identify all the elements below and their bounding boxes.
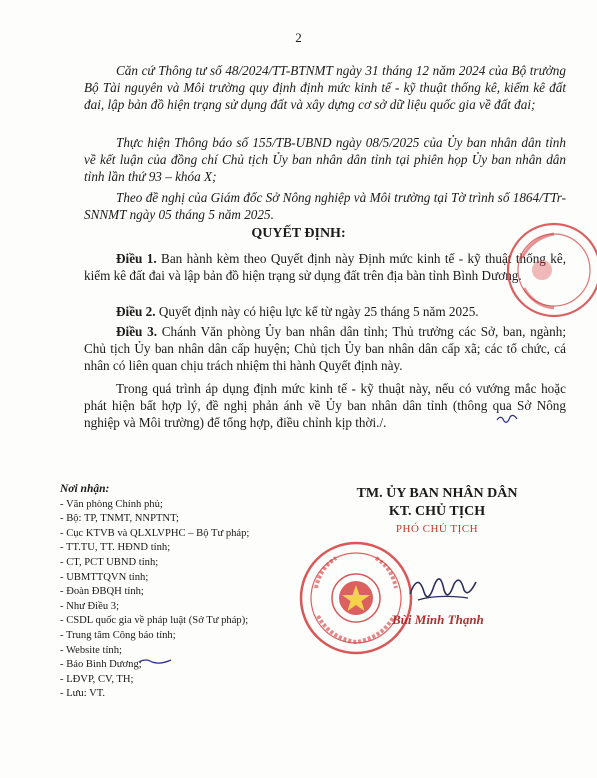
signing-organization: TM. ỦY BAN NHÂN DÂN — [356, 486, 518, 501]
seal-partial-icon — [502, 218, 597, 328]
preamble-circular: Căn cứ Thông tư số 48/2024/TT-BTNMT ngày 31 tháng 12 năm 2024 của Bộ trưởng Bộ Tài nguyên và Môi trường quy định định mức kinh tế - kỹ thuật thống kê, kiểm kê đất đai, lập bản đồ hiện trạng sử dụng đất và xây dựng cơ sở dữ liệu quốc gia về đất đai; — [84, 63, 566, 112]
initials-mark-icon — [138, 656, 172, 666]
preamble-notice: Thực hiện Thông báo số 155/TB-UBND ngày 08/5/2025 của Ủy ban nhân dân tỉnh về kết luận của đồng chí Chủ tịch Ủy ban nhân dân tỉnh tại phiên họp Ủy ban nhân dân tỉnh lần thứ 93 – khóa X; — [84, 135, 566, 184]
recipient-item: - Trung tâm Công báo tỉnh; — [60, 629, 340, 644]
article-2-text: Quyết định này có hiệu lực kể từ ngày 25 tháng 5 năm 2025. — [155, 304, 479, 319]
recipient-item: - Website tỉnh; — [60, 644, 340, 659]
signing-title: KT. CHỦ TỊCH — [388, 504, 486, 519]
preamble-proposal: Theo đề nghị của Giám đốc Sở Nông nghiệp và Môi trường tại Tờ trình số 1864/TTr-SNNMT ngày 05 tháng 5 năm 2025. — [84, 190, 566, 222]
article-3-label: Điều 3. — [116, 324, 157, 339]
article-1-label: Điều 1. — [116, 251, 157, 266]
article-3 — [84, 323, 566, 374]
recipient-item: - CSDL quốc gia về pháp luật (Sở Tư pháp); — [60, 614, 340, 629]
official-seal-icon — [296, 538, 416, 658]
recipient-item: - TT.TU, TT. HĐND tỉnh; — [60, 541, 340, 556]
recipient-item: - UBMTTQVN tỉnh; — [60, 571, 340, 586]
recipient-item: - LĐVP, CV, TH; — [60, 673, 340, 688]
recipient-item: - Như Điều 3; — [60, 600, 340, 615]
signature-block — [332, 486, 542, 535]
article-2-label: Điều 2. — [116, 304, 156, 319]
closing-paragraph: Trong quá trình áp dụng định mức kinh tế - kỹ thuật này, nếu có vướng mắc hoặc phát hiện bất hợp lý, đề nghị phản ánh về Ủy ban nhân dân tỉnh (thông qua Sở Nông nghiệp và Môi trường) để tổng hợp, điều chỉnh kịp thời./. — [84, 381, 566, 430]
recipient-item: - Cục KTVB và QLXLVPHC – Bộ Tư pháp; — [60, 527, 340, 542]
recipient-item: - Lưu: VT. — [60, 687, 340, 702]
article-1-text: Ban hành kèm theo Quyết định này Định mức kinh tế - kỹ thuật thống kê, kiểm kê đất đai và lập bản đồ hiện trạng sử dụng đất trên địa bàn tỉnh Bình Dương. — [84, 251, 567, 283]
article-2 — [84, 303, 566, 320]
article-3-text: Chánh Văn phòng Ủy ban nhân dân tỉnh; Thủ trưởng các Sở, ban, ngành; Chủ tịch Ủy ban nhân dân cấp huyện; Chủ tịch Ủy ban nhân dân cấp xã; các tổ chức, cá nhân có liên quan chịu trách nhiệm thi hành Quyết định này. — [84, 324, 566, 373]
recipient-item: - Bộ: TP, TNMT, NNPTNT; — [60, 512, 340, 527]
recipient-item: - CT, PCT UBND tỉnh; — [60, 556, 340, 571]
initials-mark-icon — [496, 412, 518, 426]
article-1 — [84, 250, 566, 284]
page-number: 2 — [295, 30, 302, 45]
decision-heading: QUYẾT ĐỊNH: — [251, 226, 346, 241]
recipients-title: Nơi nhận: — [60, 483, 110, 495]
signer-name: Bùi Minh Thạnh — [392, 612, 484, 627]
handwritten-signature-icon — [408, 564, 478, 614]
recipient-item: - Đoàn ĐBQH tỉnh; — [60, 585, 340, 600]
recipient-item: - Báo Bình Dương; — [60, 658, 340, 673]
signing-role: PHÓ CHỦ TỊCH — [395, 523, 479, 535]
recipient-item: - Văn phòng Chính phủ; — [60, 498, 340, 513]
